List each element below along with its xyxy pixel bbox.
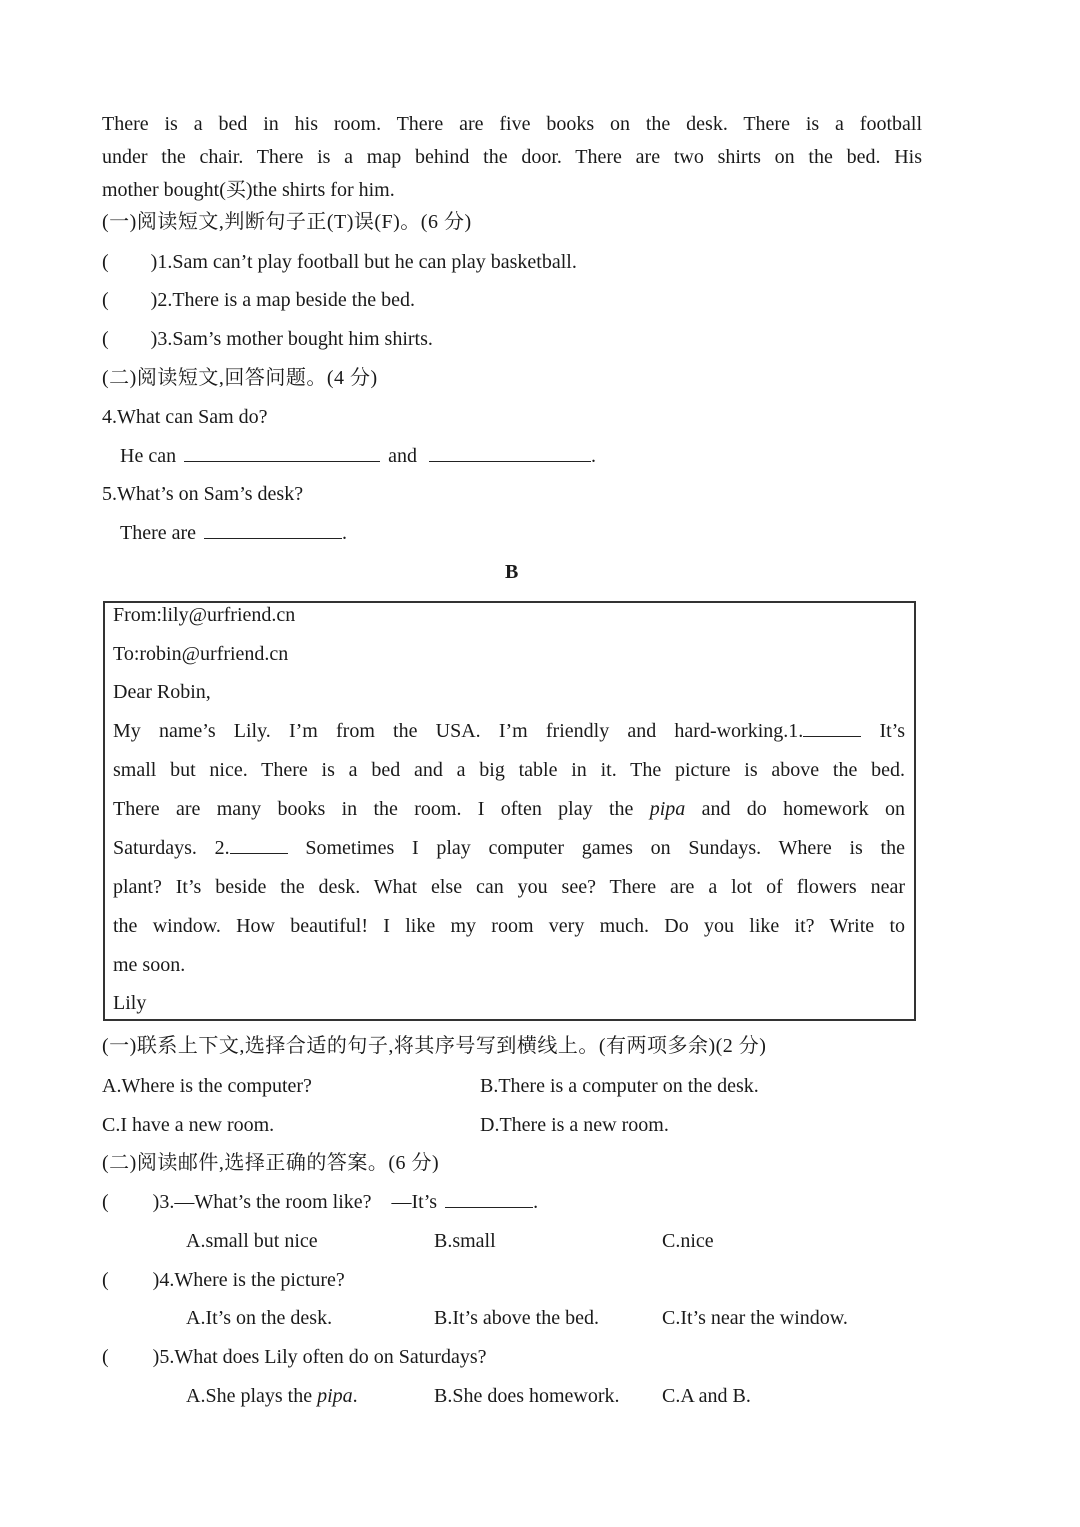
question-4: 4.What can Sam do? xyxy=(102,406,268,428)
passage-line: There is a bed in his room. There are five books on the desk. There is a football xyxy=(102,113,922,135)
answer-paren[interactable]: ( xyxy=(102,1269,109,1291)
email-to: To:robin@urfriend.cn xyxy=(113,643,289,665)
email-from: From:lily@urfriend.cn xyxy=(113,604,296,626)
answer-paren[interactable]: ( xyxy=(102,328,109,350)
question-text: )3.—What’s the room like? —It’s xyxy=(152,1191,438,1213)
tf-question xyxy=(102,287,415,313)
text: . xyxy=(342,522,348,544)
choice: A.small but nice xyxy=(186,1230,318,1252)
answer-paren[interactable]: ( xyxy=(102,251,109,273)
text: A.She plays the xyxy=(186,1385,313,1407)
option-c: C.I have a new room. xyxy=(102,1114,275,1136)
text: There are many books in the room. I often play the xyxy=(113,798,634,820)
text: pipa xyxy=(317,1385,353,1407)
answer-5 xyxy=(120,520,347,546)
text: My name’s Lily. I’m from the USA. I’m friendly and hard-working.1. xyxy=(113,720,804,742)
answer-paren[interactable]: ( xyxy=(102,289,109,311)
text: pipa xyxy=(649,798,686,820)
section-heading: (一)联系上下文,选择合适的句子,将其序号写到横线上。(有两项多余)(2 分) xyxy=(102,1035,767,1057)
question-text: )3.Sam’s mother bought him shirts. xyxy=(150,328,433,350)
question-text: )2.There is a map beside the bed. xyxy=(150,289,416,311)
email-line xyxy=(113,718,905,744)
text: . xyxy=(533,1191,539,1213)
text: He can xyxy=(120,445,177,467)
text: Saturdays. 2. xyxy=(113,837,230,859)
option-a: A.Where is the computer? xyxy=(102,1075,312,1097)
answer-blank[interactable] xyxy=(184,443,380,462)
answer-blank-2[interactable] xyxy=(230,835,288,854)
text: and do homework on xyxy=(701,798,905,820)
email-signature: Lily xyxy=(113,992,147,1014)
answer-4 xyxy=(120,443,596,469)
tf-question xyxy=(102,249,577,275)
option-d: D.There is a new room. xyxy=(480,1114,669,1136)
email-greeting: Dear Robin, xyxy=(113,681,211,703)
passage-line: mother bought(买)the shirts for him. xyxy=(102,179,395,201)
mc-question-3 xyxy=(102,1189,538,1215)
choice: B.It’s above the bed. xyxy=(434,1307,599,1329)
text: and xyxy=(388,445,417,467)
section-heading: (二)阅读邮件,选择正确的答案。(6 分) xyxy=(102,1152,440,1174)
choice: C.It’s near the window. xyxy=(662,1307,848,1329)
choice: C.A and B. xyxy=(662,1385,751,1407)
email-line: the window. How beautiful! I like my room very much. Do you like it? Write to xyxy=(113,915,905,937)
email-line: me soon. xyxy=(113,954,186,976)
option-b: B.There is a computer on the desk. xyxy=(480,1075,759,1097)
email-line: plant? It’s beside the desk. What else can you see? There are a lot of flowers near xyxy=(113,876,905,898)
answer-blank[interactable] xyxy=(429,443,591,462)
text: It’s xyxy=(879,720,905,742)
text: Sometimes I play computer games on Sundays. Where is the xyxy=(305,837,905,859)
answer-paren[interactable]: ( xyxy=(102,1346,109,1368)
section-title: B xyxy=(505,561,519,583)
section-heading: (一)阅读短文,判断句子正(T)误(F)。(6 分) xyxy=(102,211,472,233)
mc-question-5 xyxy=(102,1344,486,1370)
section-heading: (二)阅读短文,回答问题。(4 分) xyxy=(102,367,378,389)
text: . xyxy=(352,1385,358,1407)
choice: B.She does homework. xyxy=(434,1385,620,1407)
choice xyxy=(186,1383,358,1409)
email-line: small but nice. There is a bed and a big table in it. The picture is above the bed. xyxy=(113,759,905,781)
question-text: )5.What does Lily often do on Saturdays? xyxy=(152,1346,487,1368)
text: . xyxy=(590,445,596,467)
answer-blank[interactable] xyxy=(445,1189,533,1208)
email-line xyxy=(113,835,905,861)
choice: C.nice xyxy=(662,1230,714,1252)
question-5: 5.What’s on Sam’s desk? xyxy=(102,483,304,505)
email-line xyxy=(113,796,905,822)
passage-line: under the chair. There is a map behind the door. There are two shirts on the bed. His xyxy=(102,146,922,168)
text: There are xyxy=(120,522,197,544)
choice: B.small xyxy=(434,1230,496,1252)
tf-question xyxy=(102,326,433,352)
answer-blank[interactable] xyxy=(204,520,342,539)
answer-blank-1[interactable] xyxy=(803,718,861,737)
choice: A.It’s on the desk. xyxy=(186,1307,333,1329)
answer-paren[interactable]: ( xyxy=(102,1191,109,1213)
question-text: )1.Sam can’t play football but he can play basketball. xyxy=(150,251,577,273)
mc-question-4 xyxy=(102,1267,345,1293)
question-text: )4.Where is the picture? xyxy=(152,1269,345,1291)
